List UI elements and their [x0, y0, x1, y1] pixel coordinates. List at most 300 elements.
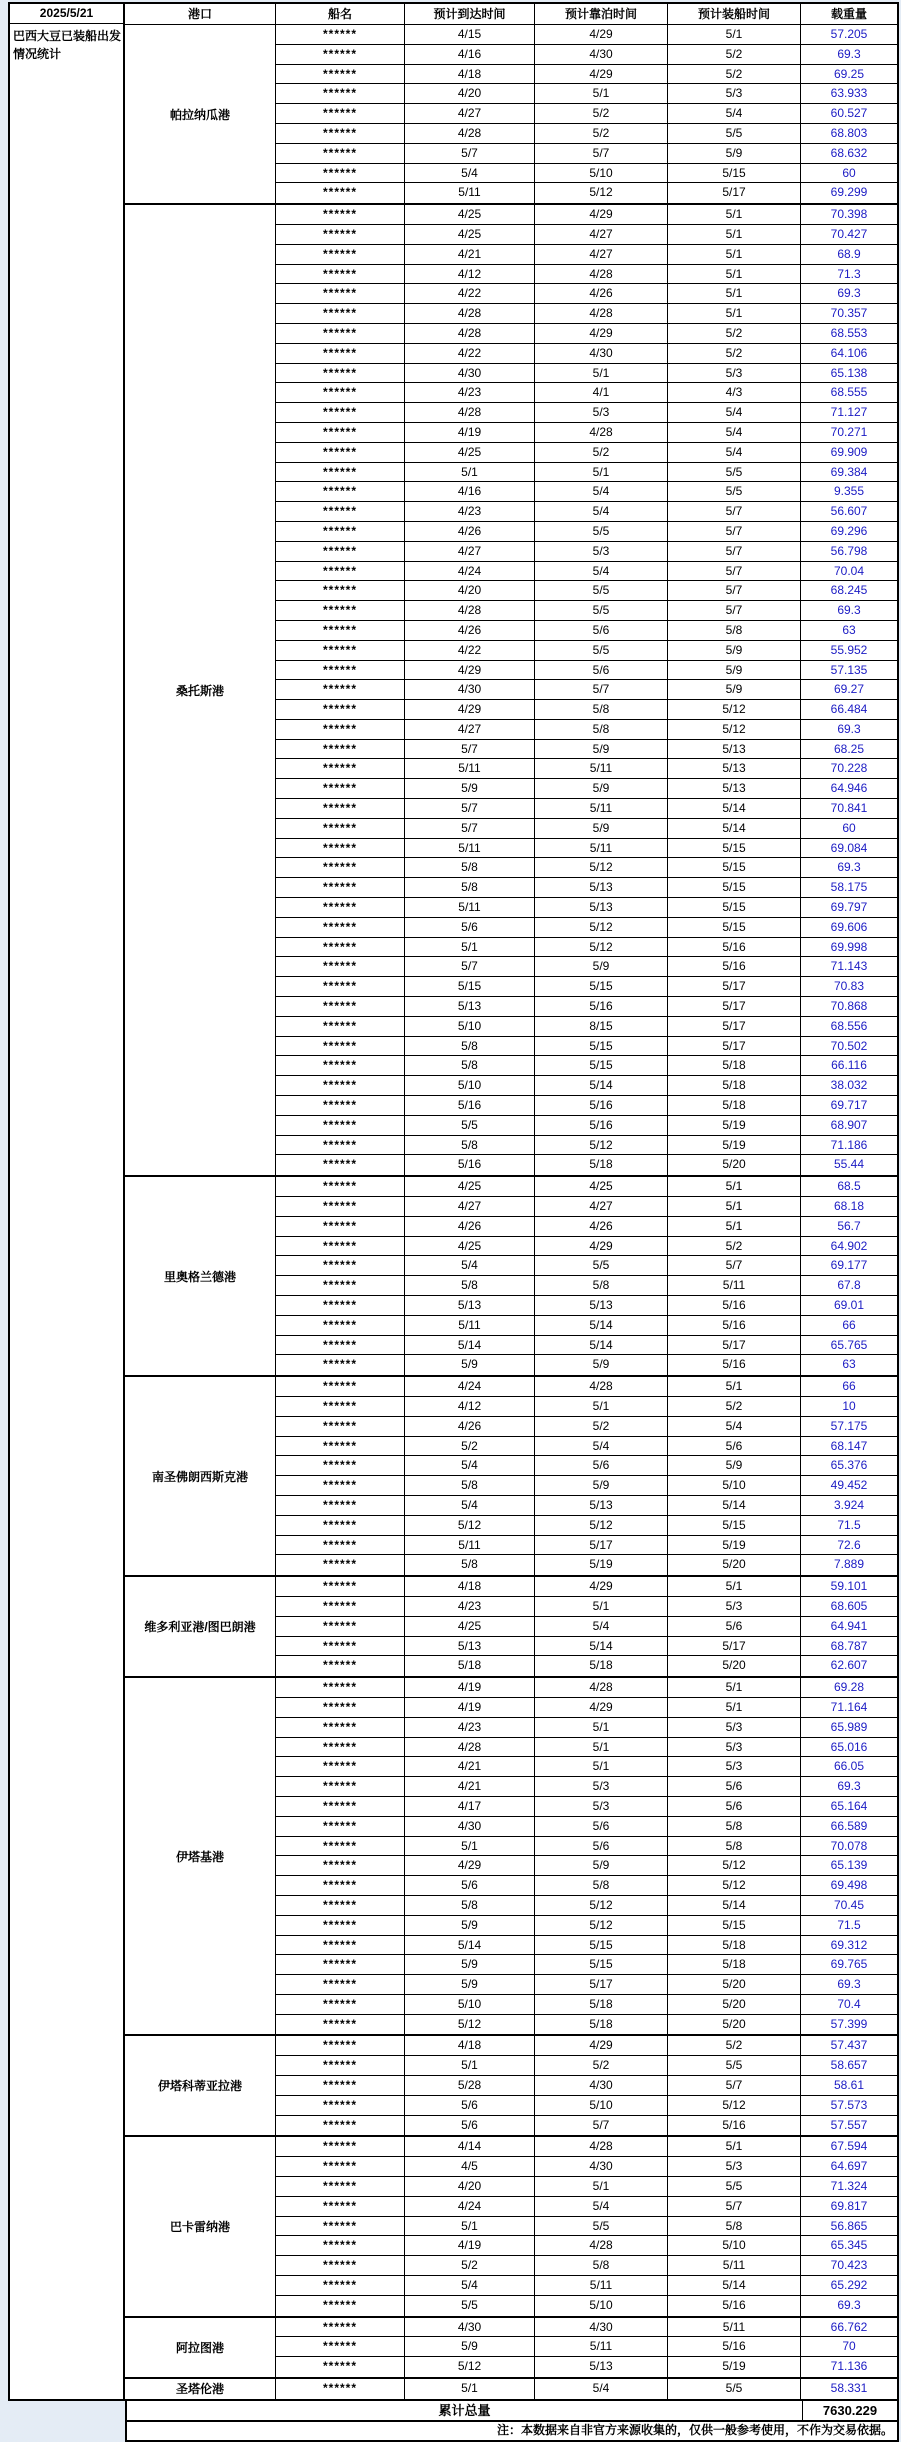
berth-cell: 5/15	[535, 1056, 668, 1075]
load-cell: 5/18	[668, 1056, 801, 1075]
dwt-cell: 70.427	[830, 226, 868, 241]
dwt-cell: 71.164	[830, 1699, 868, 1714]
dwt-cell: 66.05	[833, 1759, 865, 1774]
ship-name-cell: ******	[276, 1738, 405, 1757]
table-row	[276, 1155, 897, 1175]
port-name-cell: 帕拉纳瓜港	[125, 25, 276, 203]
berth-cell: 5/7	[535, 2116, 668, 2136]
ship-name-cell: ******	[276, 1656, 405, 1676]
ship-name-cell: ******	[276, 2337, 405, 2356]
eta-cell: 5/5	[405, 1116, 535, 1135]
port-section	[125, 2318, 897, 2379]
ship-name-cell: ******	[276, 1678, 405, 1697]
dwt-cell: 70.4	[837, 1996, 861, 2011]
berth-cell: 5/13	[535, 878, 668, 897]
ship-name-cell: ******	[276, 1856, 405, 1875]
table-row	[276, 680, 897, 700]
eta-cell: 5/12	[405, 2015, 535, 2035]
ship-name-cell: ******	[276, 1876, 405, 1895]
dwt-cell: 69.25	[833, 66, 865, 81]
eta-cell: 4/28	[405, 324, 535, 343]
ship-name-cell: ******	[276, 1237, 405, 1256]
eta-cell: 5/14	[405, 1936, 535, 1955]
dwt-cell: 69.27	[833, 682, 865, 697]
eta-cell: 4/22	[405, 344, 535, 363]
load-cell: 5/16	[668, 1316, 801, 1335]
total-row	[125, 2401, 899, 2422]
table-row	[276, 1355, 897, 1375]
table-row	[276, 183, 897, 203]
load-cell: 5/15	[668, 839, 801, 858]
table-row	[276, 2177, 897, 2197]
berth-cell: 4/30	[535, 2157, 668, 2176]
load-cell: 5/15	[668, 878, 801, 897]
load-cell: 5/9	[668, 1456, 801, 1475]
port-name-cell: 巴卡雷纳港	[125, 2137, 276, 2315]
load-cell: 5/1	[668, 225, 801, 244]
eta-cell: 4/24	[405, 1377, 535, 1396]
ship-name-cell: ******	[276, 45, 405, 64]
table-row	[276, 1536, 897, 1556]
ship-name-cell: ******	[276, 1456, 405, 1475]
table-row	[276, 2296, 897, 2316]
dwt-cell: 57.437	[830, 2038, 868, 2053]
eta-cell: 5/7	[405, 740, 535, 759]
berth-cell: 4/29	[535, 2036, 668, 2055]
load-cell: 5/18	[668, 1076, 801, 1095]
berth-cell: 5/18	[535, 2015, 668, 2035]
berth-cell: 5/9	[535, 819, 668, 838]
ship-name-cell: ******	[276, 1355, 405, 1375]
berth-cell: 5/5	[535, 641, 668, 660]
dwt-cell: 70.841	[830, 801, 868, 816]
load-cell: 5/5	[668, 463, 801, 482]
dwt-cell: 65.989	[830, 1719, 868, 1734]
dwt-cell: 70.04	[833, 563, 865, 578]
ship-name-cell: ******	[276, 25, 405, 44]
load-cell: 5/1	[668, 284, 801, 303]
eta-cell: 5/6	[405, 1876, 535, 1895]
berth-cell: 5/14	[535, 1076, 668, 1095]
table-row	[276, 463, 897, 483]
dwt-cell: 57.399	[830, 2016, 868, 2031]
load-cell: 5/3	[668, 84, 801, 103]
ship-name-cell: ******	[276, 977, 405, 996]
dwt-cell: 68.632	[830, 145, 868, 160]
eta-cell: 4/19	[405, 1698, 535, 1717]
load-cell: 5/10	[668, 2236, 801, 2255]
table-row	[276, 1096, 897, 1116]
berth-cell: 4/29	[535, 25, 668, 44]
load-cell: 5/3	[668, 364, 801, 383]
berth-cell: 4/29	[535, 1237, 668, 1256]
load-cell: 5/7	[668, 502, 801, 521]
dwt-cell: 68.9	[837, 246, 861, 261]
berth-cell: 4/28	[535, 423, 668, 442]
load-cell: 5/12	[668, 700, 801, 719]
eta-cell: 4/28	[405, 601, 535, 620]
dwt-cell: 38.032	[830, 1078, 868, 1093]
dwt-cell: 64.941	[830, 1618, 868, 1633]
berth-cell: 5/13	[535, 898, 668, 917]
dwt-cell: 55.44	[833, 1157, 865, 1172]
eta-cell: 5/5	[405, 2296, 535, 2316]
dwt-cell: 70.83	[833, 979, 865, 994]
eta-cell: 5/7	[405, 957, 535, 976]
dwt-cell: 69.498	[830, 1878, 868, 1893]
eta-cell: 4/25	[405, 443, 535, 462]
ship-name-cell: ******	[276, 1377, 405, 1396]
table-row	[276, 562, 897, 582]
dwt-cell: 56.7	[837, 1218, 861, 1233]
berth-cell: 5/18	[535, 1995, 668, 2014]
table-row	[276, 759, 897, 779]
load-cell: 5/5	[668, 2056, 801, 2075]
berth-cell: 5/2	[535, 2056, 668, 2075]
load-cell: 5/4	[668, 443, 801, 462]
ship-name-cell: ******	[276, 918, 405, 937]
ship-name-cell: ******	[276, 1797, 405, 1816]
load-cell: 5/1	[668, 205, 801, 224]
ship-name-cell: ******	[276, 878, 405, 897]
eta-cell: 4/26	[405, 621, 535, 640]
berth-cell: 4/29	[535, 1698, 668, 1717]
table-row	[276, 2096, 897, 2116]
load-cell: 5/16	[668, 2296, 801, 2316]
eta-cell: 5/6	[405, 918, 535, 937]
load-cell: 5/1	[668, 1217, 801, 1236]
berth-cell: 5/4	[535, 2197, 668, 2216]
port-section	[125, 205, 897, 1177]
ship-name-cell: ******	[276, 1116, 405, 1135]
ship-name-cell: ******	[276, 304, 405, 323]
eta-cell: 5/1	[405, 2379, 535, 2399]
berth-cell: 5/9	[535, 1355, 668, 1375]
eta-cell: 5/2	[405, 1437, 535, 1456]
eta-cell: 5/6	[405, 2096, 535, 2115]
column-header-port: 港口	[125, 4, 276, 24]
dwt-cell: 68.555	[830, 385, 868, 400]
ship-name-cell: ******	[276, 463, 405, 482]
load-cell: 5/2	[668, 324, 801, 343]
port-name-cell: 桑托斯港	[125, 205, 276, 1175]
load-cell: 5/11	[668, 2318, 801, 2337]
dwt-cell: 58.61	[833, 2078, 865, 2093]
dwt-cell: 69.765	[830, 1957, 868, 1972]
table-row	[276, 2036, 897, 2056]
table-row	[276, 1217, 897, 1237]
table-row	[276, 284, 897, 304]
eta-cell: 4/19	[405, 423, 535, 442]
table-row	[276, 1656, 897, 1676]
berth-cell: 5/12	[535, 183, 668, 203]
dwt-cell: 63.933	[830, 86, 868, 101]
table-row	[276, 1817, 897, 1837]
ship-name-cell: ******	[276, 779, 405, 798]
eta-cell: 4/5	[405, 2157, 535, 2176]
table-row	[276, 1597, 897, 1617]
berth-cell: 5/1	[535, 84, 668, 103]
port-name-cell: 南圣佛朗西斯克港	[125, 1377, 276, 1575]
table-row	[276, 2056, 897, 2076]
ship-name-cell: ******	[276, 502, 405, 521]
column-header-berth: 预计靠泊时间	[535, 4, 668, 24]
dwt-cell: 58.657	[830, 2058, 868, 2073]
ship-name-cell: ******	[276, 183, 405, 203]
table-row	[276, 1637, 897, 1657]
table-row	[276, 1256, 897, 1276]
berth-cell: 5/8	[535, 720, 668, 739]
berth-cell: 5/9	[535, 779, 668, 798]
ship-name-cell: ******	[276, 661, 405, 680]
table-row	[276, 581, 897, 601]
dwt-cell: 68.245	[830, 583, 868, 598]
berth-cell: 5/9	[535, 1476, 668, 1495]
load-cell: 5/11	[668, 2256, 801, 2275]
ship-name-cell: ******	[276, 641, 405, 660]
table-row	[276, 1437, 897, 1457]
berth-cell: 5/4	[535, 2379, 668, 2399]
berth-cell: 5/4	[535, 502, 668, 521]
load-cell: 5/1	[668, 304, 801, 323]
ship-name-cell: ******	[276, 1777, 405, 1796]
dwt-cell: 69.3	[837, 46, 861, 61]
dwt-cell: 68.803	[830, 125, 868, 140]
eta-cell: 4/29	[405, 1856, 535, 1875]
load-cell: 5/6	[668, 1437, 801, 1456]
eta-cell: 4/17	[405, 1797, 535, 1816]
table-row	[276, 1718, 897, 1738]
ship-name-cell: ******	[276, 2177, 405, 2196]
load-cell: 5/3	[668, 2157, 801, 2176]
ship-name-cell: ******	[276, 383, 405, 402]
section-rows	[276, 25, 897, 203]
load-cell: 5/17	[668, 1637, 801, 1656]
eta-cell: 4/24	[405, 2197, 535, 2216]
berth-cell: 5/6	[535, 661, 668, 680]
eta-cell: 4/25	[405, 1237, 535, 1256]
table-row	[276, 2116, 897, 2136]
berth-cell: 4/30	[535, 2076, 668, 2095]
load-cell: 5/4	[668, 403, 801, 422]
berth-cell: 5/1	[535, 1757, 668, 1776]
ship-name-cell: ******	[276, 1975, 405, 1994]
eta-cell: 5/1	[405, 463, 535, 482]
section-rows	[276, 205, 897, 1175]
load-cell: 5/8	[668, 1817, 801, 1836]
load-cell: 5/17	[668, 1336, 801, 1355]
berth-cell: 4/30	[535, 344, 668, 363]
dwt-cell: 69.296	[830, 523, 868, 538]
berth-cell: 5/11	[535, 839, 668, 858]
load-cell: 5/2	[668, 1237, 801, 1256]
load-cell: 5/7	[668, 522, 801, 541]
dwt-cell: 71.186	[830, 1137, 868, 1152]
table-row	[276, 25, 897, 45]
port-sections	[125, 25, 897, 2399]
load-cell: 5/15	[668, 1516, 801, 1535]
eta-cell: 5/11	[405, 898, 535, 917]
berth-cell: 4/29	[535, 65, 668, 84]
eta-cell: 4/29	[405, 700, 535, 719]
load-cell: 5/7	[668, 542, 801, 561]
berth-cell: 5/15	[535, 977, 668, 996]
port-name-cell: 伊塔基港	[125, 1678, 276, 2034]
ship-name-cell: ******	[276, 1017, 405, 1036]
dwt-cell: 59.101	[830, 1579, 868, 1594]
table-row	[276, 1936, 897, 1956]
dwt-cell: 63	[842, 622, 856, 637]
dwt-cell: 66	[842, 1317, 856, 1332]
berth-cell: 5/4	[535, 562, 668, 581]
berth-cell: 5/1	[535, 2177, 668, 2196]
load-cell: 5/8	[668, 621, 801, 640]
berth-cell: 4/1	[535, 383, 668, 402]
load-cell: 5/20	[668, 1155, 801, 1175]
load-cell: 5/3	[668, 1597, 801, 1616]
berth-cell: 4/28	[535, 1678, 668, 1697]
dwt-cell: 70.502	[830, 1038, 868, 1053]
table-row	[276, 1577, 897, 1597]
load-cell: 5/2	[668, 45, 801, 64]
table-row	[276, 1856, 897, 1876]
load-cell: 5/5	[668, 482, 801, 501]
eta-cell: 5/9	[405, 2337, 535, 2356]
table-row	[276, 601, 897, 621]
table-row	[276, 1037, 897, 1057]
table-row	[276, 1336, 897, 1356]
eta-cell: 5/4	[405, 164, 535, 183]
table-row	[276, 205, 897, 225]
berth-cell: 4/25	[535, 1177, 668, 1196]
ship-name-cell: ******	[276, 839, 405, 858]
load-cell: 5/19	[668, 1116, 801, 1135]
ship-name-cell: ******	[276, 1177, 405, 1196]
eta-cell: 5/10	[405, 1017, 535, 1036]
eta-cell: 4/12	[405, 1397, 535, 1416]
dwt-cell: 64.106	[830, 345, 868, 360]
dwt-cell: 65.164	[830, 1798, 868, 1813]
column-header-eta: 预计到达时间	[405, 4, 535, 24]
table-row	[276, 1955, 897, 1975]
load-cell: 5/20	[668, 1555, 801, 1575]
spreadsheet	[8, 2, 899, 2442]
eta-cell: 5/11	[405, 1536, 535, 1555]
ship-name-cell: ******	[276, 720, 405, 739]
eta-cell: 4/25	[405, 225, 535, 244]
section-rows	[276, 2137, 897, 2315]
dwt-cell: 64.697	[830, 2159, 868, 2174]
load-cell: 5/1	[668, 1177, 801, 1196]
load-cell: 5/13	[668, 779, 801, 798]
load-cell: 5/14	[668, 819, 801, 838]
berth-cell: 5/4	[535, 482, 668, 501]
eta-cell: 5/15	[405, 977, 535, 996]
load-cell: 5/13	[668, 740, 801, 759]
section-rows	[276, 2036, 897, 2135]
ship-name-cell: ******	[276, 1936, 405, 1955]
table-row	[276, 245, 897, 265]
ship-name-cell: ******	[276, 164, 405, 183]
table-row	[276, 1738, 897, 1758]
dwt-cell: 57.573	[830, 2097, 868, 2112]
eta-cell: 5/1	[405, 2217, 535, 2236]
eta-cell: 5/8	[405, 1037, 535, 1056]
ship-name-cell: ******	[276, 542, 405, 561]
berth-cell: 5/5	[535, 601, 668, 620]
load-cell: 5/2	[668, 65, 801, 84]
berth-cell: 5/12	[535, 1136, 668, 1155]
eta-cell: 5/16	[405, 1096, 535, 1115]
dwt-cell: 57.175	[830, 1418, 868, 1433]
table-row	[276, 225, 897, 245]
ship-name-cell: ******	[276, 403, 405, 422]
eta-cell: 4/18	[405, 1577, 535, 1596]
table-row	[276, 1296, 897, 1316]
load-cell: 5/1	[668, 1577, 801, 1596]
table-row	[276, 423, 897, 443]
table-row	[276, 1476, 897, 1496]
table-row	[276, 661, 897, 681]
eta-cell: 4/28	[405, 304, 535, 323]
ship-name-cell: ******	[276, 443, 405, 462]
eta-cell: 4/26	[405, 1417, 535, 1436]
ship-name-cell: ******	[276, 957, 405, 976]
eta-cell: 5/10	[405, 1076, 535, 1095]
dwt-cell: 68.787	[830, 1638, 868, 1653]
dwt-cell: 69.998	[830, 939, 868, 954]
eta-cell: 5/9	[405, 1955, 535, 1974]
ship-name-cell: ******	[276, 2217, 405, 2236]
load-cell: 5/1	[668, 2137, 801, 2156]
berth-cell: 5/12	[535, 858, 668, 877]
dwt-cell: 70.423	[830, 2258, 868, 2273]
ship-name-cell: ******	[276, 1076, 405, 1095]
eta-cell: 5/11	[405, 183, 535, 203]
dwt-cell: 60.527	[830, 106, 868, 121]
dwt-cell: 69.3	[837, 1977, 861, 1992]
port-section	[125, 1577, 897, 1678]
ship-name-cell: ******	[276, 1276, 405, 1295]
table-row	[276, 164, 897, 184]
dwt-cell: 67.594	[830, 2139, 868, 2154]
berth-cell: 5/8	[535, 1276, 668, 1295]
eta-cell: 5/1	[405, 2056, 535, 2075]
load-cell: 5/18	[668, 1936, 801, 1955]
table-row	[276, 124, 897, 144]
eta-cell: 5/28	[405, 2076, 535, 2095]
load-cell: 5/9	[668, 661, 801, 680]
berth-cell: 5/16	[535, 997, 668, 1016]
dwt-cell: 65.016	[830, 1739, 868, 1754]
eta-cell: 4/23	[405, 1718, 535, 1737]
load-cell: 5/15	[668, 918, 801, 937]
dwt-cell: 69.299	[830, 185, 868, 200]
ship-name-cell: ******	[276, 1476, 405, 1495]
berth-cell: 5/3	[535, 403, 668, 422]
ship-name-cell: ******	[276, 1536, 405, 1555]
berth-cell: 4/29	[535, 205, 668, 224]
berth-cell: 4/27	[535, 1197, 668, 1216]
dwt-cell: 69.28	[833, 1680, 865, 1695]
berth-cell: 4/29	[535, 324, 668, 343]
eta-cell: 4/26	[405, 1217, 535, 1236]
dwt-cell: 71.136	[830, 2359, 868, 2374]
dwt-cell: 71.3	[837, 266, 861, 281]
dwt-cell: 49.452	[830, 1478, 868, 1493]
load-cell: 5/3	[668, 1738, 801, 1757]
dwt-cell: 60	[842, 165, 856, 180]
